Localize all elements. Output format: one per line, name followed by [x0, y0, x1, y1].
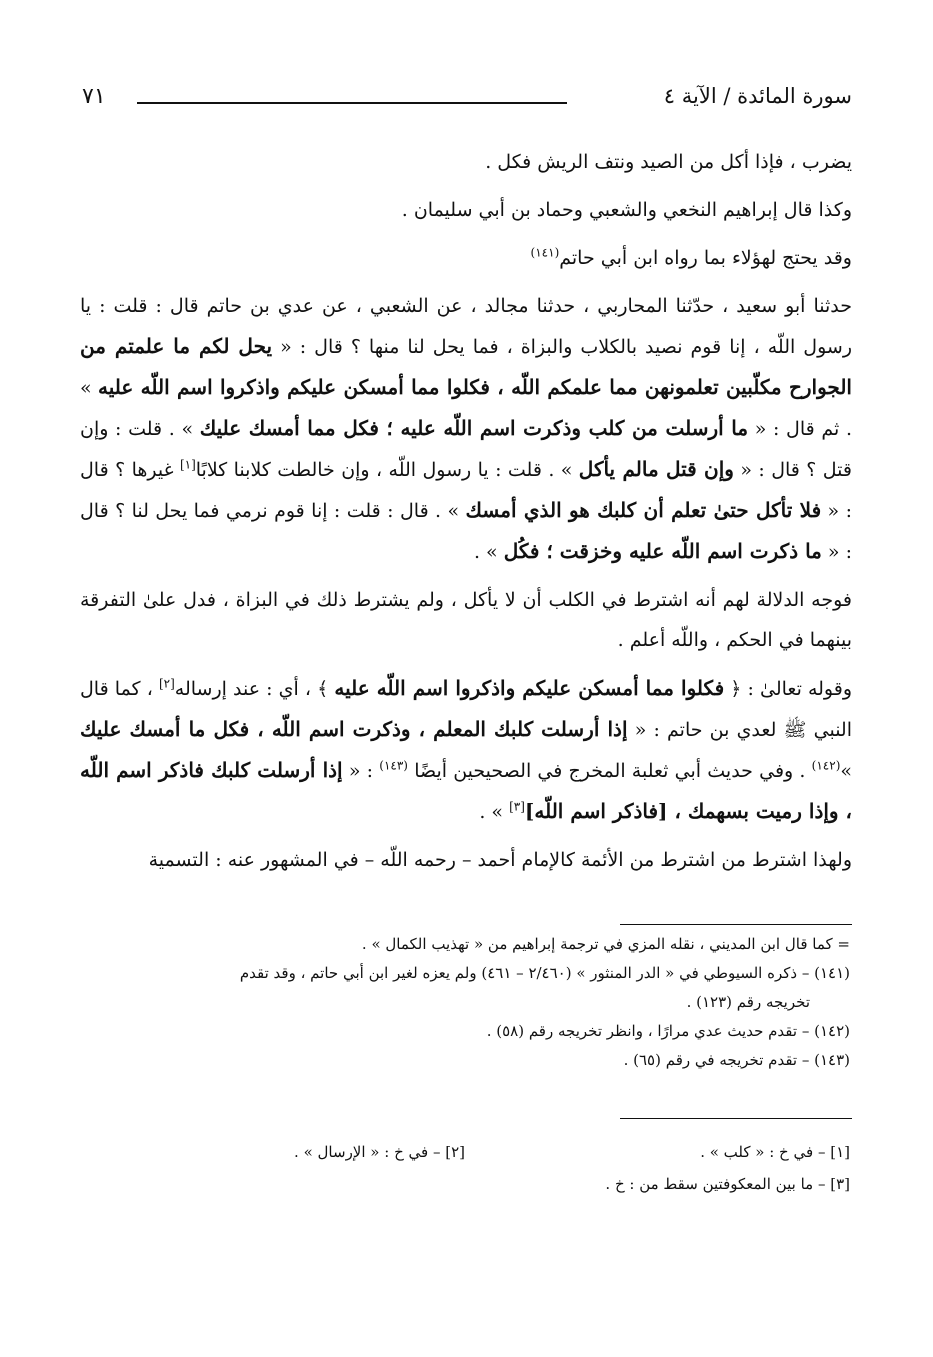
note-ref-1: [١] — [179, 457, 196, 472]
footnote-separator — [620, 924, 852, 925]
page-header — [82, 84, 852, 124]
commentary-text: ﴾ ، أي : عند إرساله — [174, 678, 329, 700]
main-text — [80, 142, 852, 880]
paragraph-1: يضرب ، فإذا أكل من الصيد ونتف الريش فكل . — [485, 151, 852, 173]
note-2: [٢] – في خ : « الإرسال » . — [294, 1143, 465, 1161]
hadith-quote: إذا أرسلت كلبك المعلم ، وذكرت اسم اللّه ، فكل ما أمسك عليك — [80, 717, 628, 741]
note-ref-2: [٢] — [158, 676, 175, 691]
note-3: [٣] – ما بين المعكوفتين سقط من : خ . — [605, 1175, 850, 1193]
paragraph-5: فوجه الدلالة لهم أنه اشترط في الكلب أن لا يأكل ، ولم يشترط ذلك في البزاة ، فدل علىٰ التفرقة بينهما في الحكم ، واللّه أعلم . — [80, 589, 852, 651]
hadith-quote: ما أرسلت من كلب وذكرت اسم اللّه عليه ؛ فكل مما أمسك عليك — [199, 416, 749, 440]
footnote-line: (١٤١) – ذكره السيوطي في « الدر المنثور » (٢/٤٦٠ – ٤٦١) ولم يعزه لغير ابن أبي حاتم ، وقد تقدم — [239, 964, 850, 982]
note-ref-3: [٣] — [509, 799, 525, 814]
commentary-text: : « — [348, 760, 374, 782]
paragraph-6 — [80, 668, 852, 832]
hadith-text: » . — [473, 541, 498, 563]
footnote-line: (١٤٢) – تقدم حديث عدي مرارًا ، وانظر تخريجه رقم (٥٨) . — [486, 1022, 850, 1040]
footnote-ref-141: (١٤١) — [530, 245, 560, 260]
hadith-text: حدثنا أبو سعيد ، حدّثنا المحاربي ، حدثنا مجالد ، عن الشعبي ، عن عدي بن حاتم قال : قلت : يا رسول اللّه ، إنا قوم نصيد بالكلاب والبزاة ، فما يحل لنا منها ؟ قال : « — [80, 295, 852, 358]
note-1: [١] – في خ : « كلب » . — [700, 1143, 850, 1161]
hadith-text: » . قال : قلت : إنا قوم نرمي فما يحل لنا ؟ قال : « — [80, 500, 852, 563]
footnotes — [80, 930, 850, 1075]
hadith-quote: إذا أرسلت كلبك فاذكر اسم اللّه ، وإذا رميت بسهمك ، [فاذكر اسم اللّه] — [80, 758, 852, 823]
hadith-text: » . قلت : وإن قتل ؟ قال : « — [80, 418, 852, 481]
footnote-ref-143: (١٤٣) — [379, 758, 408, 773]
page-number: ٧١ — [82, 84, 106, 109]
commentary-text: ، كما قال النبي ﷺ لعدي بن حاتم : « — [80, 678, 853, 741]
paragraph-7: ولهذا اشترط من اشترط من الأئمة كالإمام أحمد – رحمه اللّه – في المشهور عنه : التسمية — [148, 849, 852, 871]
hadith-text: غيرها ؟ قال : « — [80, 459, 852, 522]
paragraph-3-text: وقد يحتج لهؤلاء بما رواه ابن أبي حاتم — [559, 247, 852, 269]
commentary-text: . وفي حديث أبي ثعلبة المخرج في الصحيحين أيضًا — [414, 760, 806, 782]
hadith-quote: يحل لكم ما علمتم من الجوارح مكلّبين تعلمونهن مما علمكم اللّه ، فكلوا مما أمسكن عليكم واذكروا اسم اللّه عليه — [80, 334, 852, 399]
footnote-line: = كما قال ابن المديني ، نقله المزي في ترجمة إبراهيم من « تهذيب الكمال » . — [361, 935, 850, 953]
notes-row — [80, 1168, 850, 1200]
paragraph-3 — [80, 238, 852, 278]
commentary-text: » — [840, 760, 852, 782]
footnote-line: تخريجه رقم (١٢٣) . — [686, 993, 810, 1011]
hadith-text: » . ثم قال : « — [80, 377, 852, 440]
manuscript-notes — [80, 1136, 850, 1200]
hadith-text: » . قلت : يا رسول اللّه ، وإن خالطت كلابنا كلابًا — [195, 459, 573, 481]
paragraph-4 — [80, 286, 852, 572]
footnote-line: (١٤٣) – تقدم تخريجه في رقم (٦٥) . — [623, 1051, 850, 1069]
hadith-quote: ما ذكرت اسم اللّه عليه وخزقت ؛ فكُل — [503, 539, 822, 563]
commentary-text: » . — [479, 801, 504, 823]
footnote-ref-142: (١٤٢) — [811, 758, 841, 773]
paragraph-2: وكذا قال إبراهيم النخعي والشعبي وحماد بن أبي سليمان . — [401, 199, 852, 221]
header-rule — [137, 102, 567, 104]
notes-separator — [620, 1118, 852, 1119]
commentary-text: وقوله تعالىٰ : ﴿ — [730, 678, 853, 700]
page-title: سورة المائدة / الآية ٤ — [663, 84, 852, 108]
notes-row — [80, 1136, 850, 1168]
quran-quote: فكلوا مما أمسكن عليكم واذكروا اسم اللّه عليه — [334, 676, 725, 700]
hadith-quote: وإن قتل مالم يأكل — [578, 457, 734, 481]
hadith-quote: فلا تأكل حتىٰ تعلم أن كلبك هو الذي أمسك — [465, 498, 822, 522]
